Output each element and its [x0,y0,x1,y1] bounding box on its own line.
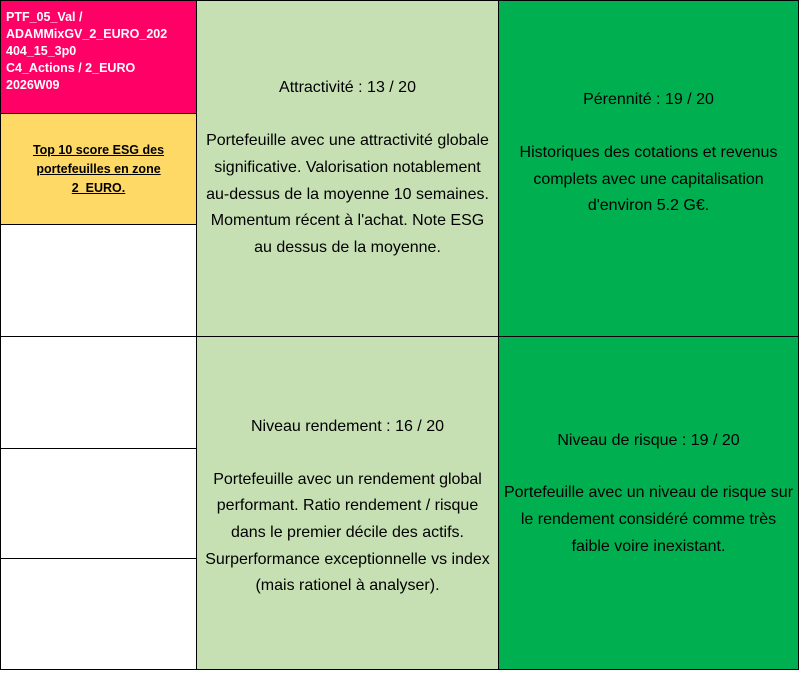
top10-link-cell[interactable] [0,113,197,225]
perennite-title: Pérennité : 19 / 20 [583,91,714,109]
header-line: 2026W09 [6,78,60,92]
perennite-panel [498,0,799,337]
risque-title: Niveau de risque : 19 / 20 [557,431,740,449]
header-line: ADAMMixGV_2_EURO_202 [6,27,168,41]
empty-cell [0,448,197,559]
perennite-text: Historiques des cotations et revenus complets avec une capitalisation d'environ 5.2 G€. [519,143,778,215]
header-line: 404_15_3p0 [6,44,77,58]
risque-text: Portefeuille avec un niveau de risque sur le rendement considéré comme très faible voire inexistant. [503,484,794,555]
attractivite-text: Portefeuille avec une attractivité globale significative. Valorisation notablement au-dessus de la moyenne 10 semaines. Momentum récent à l'achat. Note ESG au dessus de la moyenne. [206,132,489,256]
empty-cell [0,224,197,337]
header-line: PTF_05_Val / [6,10,83,24]
header-line: C4_Actions / 2_EURO [6,61,136,75]
rendement-text: Portefeuille avec un rendement global performant. Ratio rendement / risque dans le premier décile des actifs. Surperformance exceptionnelle vs index (mais rationel à analyser). [205,470,490,595]
portfolio-header-cell [0,0,197,114]
empty-cell [0,336,197,449]
attractivite-title: Attractivité : 13 / 20 [279,79,416,97]
attractivite-panel [196,0,499,337]
top10-link[interactable]: Top 10 score ESG des portefeuilles en zone 2_EURO. [32,142,165,195]
rendement-panel [196,336,499,670]
empty-cell [0,558,197,670]
rendement-title: Niveau rendement : 16 / 20 [250,417,444,435]
risque-panel [498,336,799,670]
